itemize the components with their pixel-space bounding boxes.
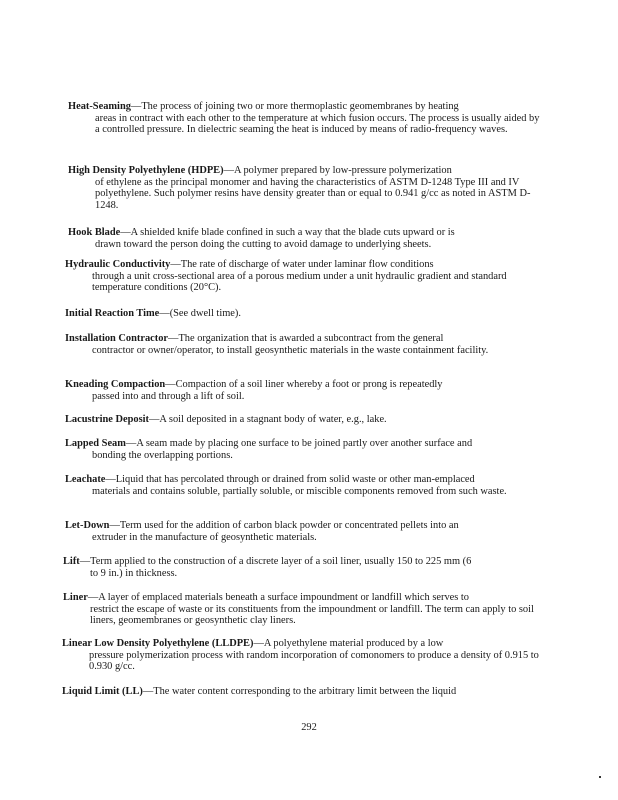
definition-continuation: pressure polymerization process with random incorporation of comonomers to produce a density of 0.915 to 0.930 g/cc. — [89, 649, 539, 673]
glossary-entry-hydraulic-conductivity — [65, 259, 546, 294]
definition-text: —The organization that is awarded a subcontract from the general — [168, 333, 444, 344]
definition-text: —The process of joining two or more thermoplastic geomembranes by heating — [130, 101, 459, 112]
definition-text: —A shielded knife blade confined in such a way that the blade cuts upward or is — [120, 227, 455, 238]
glossary-term: Heat-Seaming — [68, 101, 131, 112]
definition-continuation: of ethylene as the principal monomer and having the characteristics of ASTM D-1248 Type III and IV polyethylene. Such polymer resins have density greater than or equal to 0.941 g/cc as noted in ASTM D-1248. — [95, 176, 531, 211]
definition-text: —(See dwell time). — [159, 308, 241, 319]
glossary-term: Liner — [63, 592, 88, 603]
definition-continuation: materials and contains soluble, partially soluble, or miscible components removed from such waste. — [92, 485, 507, 497]
glossary-term: Liquid Limit (LL) — [62, 686, 143, 697]
definition-text: —A seam made by placing one surface to be joined partly over another surface and — [125, 438, 473, 449]
definition-continuation: bonding the overlapping portions. — [92, 449, 233, 461]
glossary-entry-hook-blade — [68, 227, 546, 250]
glossary-term: Hook Blade — [68, 227, 121, 238]
definition-continuation: drawn toward the person doing the cutting to avoid damage to underlying sheets. — [95, 238, 432, 250]
glossary-entry-liner — [63, 592, 546, 627]
glossary-term: Lapped Seam — [65, 438, 126, 449]
definition-text: —Term applied to the construction of a discrete layer of a soil liner, usually 150 to 225 mm (6 — [79, 556, 472, 567]
definition-text: —A polyethylene material produced by a low — [253, 638, 444, 649]
glossary-entry-lift — [63, 556, 546, 579]
glossary-entry-leachate — [65, 474, 546, 497]
definition-text: —A layer of emplaced materials beneath a surface impoundment or landfill which serves to — [87, 592, 469, 603]
definition-text: —Term used for the addition of carbon black powder or concentrated pellets into an — [109, 520, 459, 531]
definition-continuation: extruder in the manufacture of geosynthetic materials. — [92, 531, 317, 543]
glossary-term: Kneading Compaction — [65, 379, 166, 390]
definition-continuation: through a unit cross-sectional area of a porous medium under a unit hydraulic gradient and standard temperature conditions (20°C). — [92, 270, 507, 294]
glossary-entry-installation-contractor — [65, 333, 546, 356]
glossary-entry-lacustrine-deposit — [65, 414, 546, 426]
glossary-entry-initial-reaction-time — [65, 308, 546, 320]
glossary-term: Initial Reaction Time — [65, 308, 160, 319]
definition-text: —Compaction of a soil liner whereby a foot or prong is repeatedly — [165, 379, 443, 390]
definition-continuation: to 9 in.) in thickness. — [90, 567, 178, 579]
glossary-entry-let-down — [65, 520, 546, 543]
glossary-term: Lift — [63, 556, 80, 567]
glossary-entry-lapped-seam — [65, 438, 546, 461]
definition-text: —The rate of discharge of water under laminar flow conditions — [170, 259, 434, 270]
definition-text: —A soil deposited in a stagnant body of water, e.g., lake. — [149, 414, 387, 425]
glossary-entry-heat-seaming — [68, 101, 546, 136]
glossary-term: Let-Down — [65, 520, 110, 531]
glossary-entry-liquid-limit — [62, 686, 546, 698]
glossary-term: Linear Low Density Polyethylene (LLDPE) — [62, 638, 254, 649]
definition-continuation: restrict the escape of waste or its constituents from the impoundment or landfill. The term can apply to soil liners, geomembranes or geosynthetic clay liners. — [90, 603, 534, 627]
glossary-term: Installation Contractor — [65, 333, 169, 344]
definition-continuation: passed into and through a lift of soil. — [92, 390, 245, 402]
definition-text: —Liquid that has percolated through or drained from solid waste or other man-emplaced — [105, 474, 475, 485]
definition-continuation: contractor or owner/operator, to install geosynthetic materials in the waste containment facility. — [92, 344, 489, 356]
glossary-term: High Density Polyethylene (HDPE) — [68, 165, 224, 176]
glossary-term: Hydraulic Conductivity — [65, 259, 171, 270]
glossary-entry-kneading-compaction — [65, 379, 546, 402]
glossary-entry-hdpe — [68, 165, 546, 211]
definition-text: —A polymer prepared by low-pressure polymerization — [223, 165, 452, 176]
glossary-entry-lldpe — [62, 638, 546, 673]
glossary-term: Lacustrine Deposit — [65, 414, 149, 425]
page-number: 292 — [301, 722, 317, 733]
definition-continuation: areas in contract with each other to the temperature at which fusion occurs. The process is usually aided by a controlled pressure. In dielectric seaming the heat is induced by means of radio-frequency waves. — [95, 112, 540, 136]
definition-text: —The water content corresponding to the arbitrary limit between the liquid — [142, 686, 457, 697]
glossary-term: Leachate — [65, 474, 106, 485]
scan-speck — [599, 776, 601, 778]
